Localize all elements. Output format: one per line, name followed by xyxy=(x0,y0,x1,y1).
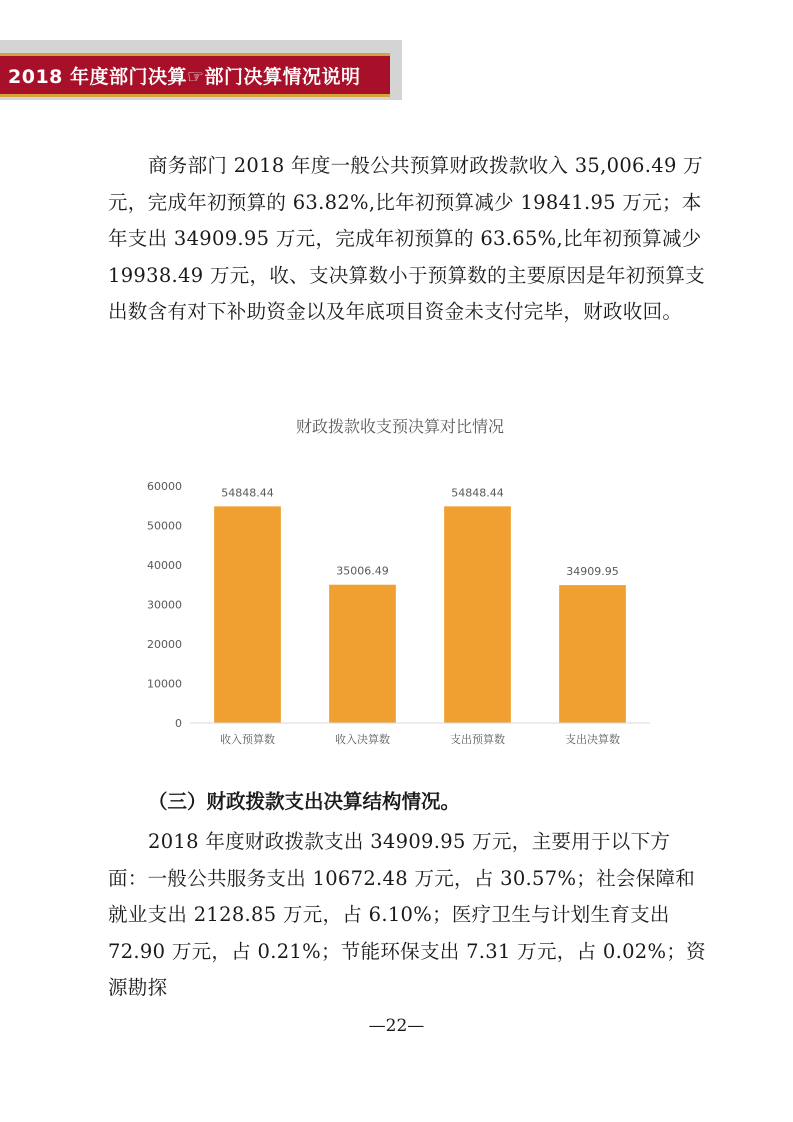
x-category-label: 收入预算数 xyxy=(220,733,275,746)
header-title: 2018 年度部门决算☞部门决算情况说明 xyxy=(8,65,361,88)
y-tick-label: 60000 xyxy=(147,480,182,493)
paragraph-expenditure-structure-text: 2018 年度财政拨款支出 34909.95 万元，主要用于以下方面：一般公共服务支出 10672.48 万元，占 30.57%；社会保障和就业支出 2128.85 万元，占 6.10%；医疗卫生与计划生育支出 72.90 万元，占 0.21%；节能环保支出 7.31 万元，占 0.02%；资源勘探 xyxy=(108,830,706,999)
y-tick-label: 50000 xyxy=(147,519,182,533)
chart-bar xyxy=(559,585,626,723)
chart-x-axis xyxy=(220,732,620,746)
paragraph-expenditure-structure xyxy=(108,824,708,1007)
bar-data-label: 54848.44 xyxy=(221,486,274,500)
y-tick-label: 40000 xyxy=(147,559,182,572)
x-category-label: 支出决算数 xyxy=(565,733,620,746)
chart-bar xyxy=(214,506,281,723)
y-tick-label: 20000 xyxy=(147,638,182,651)
x-category-label: 支出预算数 xyxy=(450,733,505,746)
chart-y-axis xyxy=(147,480,182,730)
chart-svg xyxy=(140,410,660,760)
bar-data-label: 34909.95 xyxy=(566,565,619,579)
y-tick-label: 0 xyxy=(175,717,182,730)
paragraph-budget-summary-text: 商务部门 2018 年度一般公共预算财政拨款收入 35,006.49 万元，完成年初预算的 63.82%,比年初预算减少 19841.95 万元；本年支出 34909.95 万元，完成年初预算的 63.65%,比年初预算减少 19938.49 万元，收、支决算数小于预算数的主要原因是年初预算支出数含有对下补助资金以及年底项目资金未支付完毕，财政收回。 xyxy=(108,154,705,323)
chart-bars xyxy=(214,486,626,723)
x-category-label: 收入决算数 xyxy=(335,733,390,746)
bar-data-label: 35006.49 xyxy=(336,564,389,578)
chart-bar xyxy=(329,585,396,723)
header-banner xyxy=(0,53,390,97)
chart-bar xyxy=(444,506,511,723)
chart-title: 财政拨款收支预决算对比情况 xyxy=(295,417,505,436)
bar-data-label: 54848.44 xyxy=(451,486,504,500)
paragraph-budget-summary xyxy=(108,148,708,331)
y-tick-label: 30000 xyxy=(147,598,182,612)
page-number: —22— xyxy=(368,1016,425,1036)
section-heading: （三）财政拨款支出决算结构情况。 xyxy=(148,790,461,813)
budget-comparison-chart xyxy=(140,410,660,760)
y-tick-label: 10000 xyxy=(147,677,182,691)
